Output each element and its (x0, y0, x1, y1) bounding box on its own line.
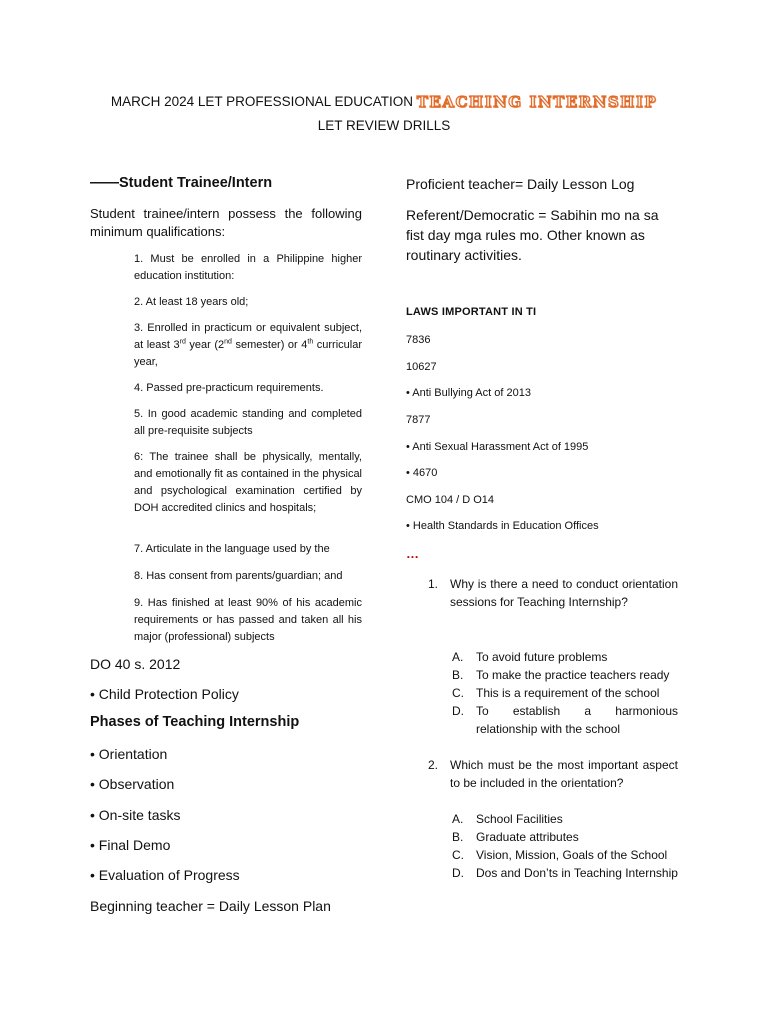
law-item: CMO 104 / D O14 (406, 494, 495, 506)
question-number: 2. (428, 758, 439, 772)
intro-paragraph: Student trainee/intern possess the following minimum qualifications: (90, 206, 362, 239)
phase-item: • Evaluation of Progress (90, 867, 240, 883)
child-protection-item: • Child Protection Policy (90, 686, 239, 702)
header-stylized-title: TEACHING INTERNSHIP (416, 93, 658, 111)
answer-option: A. To avoid future problems (452, 650, 608, 664)
beginning-teacher-line: Beginning teacher = Daily Lesson Plan (90, 898, 331, 914)
phase-item: • Orientation (90, 746, 168, 762)
qualification-item: 4. Passed pre-practicum requirements. (134, 382, 324, 394)
law-item: • Health Standards in Education Offices (406, 520, 599, 532)
qualification-item: 9. Has finished at least 90% of his academic requirements or has passed and taken all his major (professional) subjects (134, 597, 362, 643)
answer-option: C. Vision, Mission, Goals of the School (452, 848, 668, 862)
header-title: MARCH 2024 LET PROFESSIONAL EDUCATION (110, 94, 413, 109)
law-item: • Anti Sexual Harassment Act of 1995 (406, 441, 589, 453)
section-heading-student-trainee (90, 175, 362, 191)
do-line: DO 40 s. 2012 (90, 656, 181, 672)
law-item: 7836 (406, 334, 431, 346)
answer-option: C. This is a requirement of the school (452, 686, 660, 700)
section-dash: —— (90, 175, 119, 191)
answer-option: D. Dos and Don’ts in Teaching Internship (452, 866, 678, 880)
question-number: 1. (428, 577, 439, 591)
law-item: 10627 (406, 361, 437, 373)
answer-option: B. Graduate attributes (452, 830, 579, 844)
qualification-item: 6: The trainee shall be physically, mentally, and emotionally fit as contained in the physical and psychological examination certified by DOH accredited clinics and hospitals; (134, 451, 362, 514)
phase-item: • Observation (90, 776, 175, 792)
phase-item: • Final Demo (90, 837, 171, 853)
answer-option: D. To establish a harmonious relationship with the school (452, 704, 678, 736)
phase-item: • On-site tasks (90, 807, 181, 823)
law-item: 7877 (406, 414, 431, 426)
document-header (0, 92, 768, 136)
ellipsis-marker: … (406, 546, 420, 561)
question-text: Which must be the most important aspect to be included in the orientation? (450, 758, 678, 790)
qualification-item: 7. Articulate in the language used by the (134, 543, 330, 555)
phases-heading: Phases of Teaching Internship (90, 714, 300, 730)
referent-paragraph: Referent/Democratic = Sabihin mo na sa fist day mga rules mo. Other known as routinary activities. (406, 207, 659, 263)
section-title: Student Trainee/Intern (119, 175, 273, 191)
laws-heading: LAWS IMPORTANT IN TI (406, 306, 537, 318)
qualification-item: 2. At least 18 years old; (134, 296, 249, 308)
qualification-item: 1. Must be enrolled in a Philippine higher education institution: (134, 253, 362, 282)
question-text: Why is there a need to conduct orientation sessions for Teaching Internship? (450, 577, 678, 609)
header-subtitle: LET REVIEW DRILLS (317, 118, 451, 133)
answer-option: A. School Facilities (452, 812, 563, 826)
law-item: • Anti Bullying Act of 2013 (406, 387, 531, 399)
question-1 (428, 575, 678, 611)
qualification-item-3: 3. Enrolled in practicum or equivalent subject, at least 3rd year (2nd semester) or 4th curricular year, (134, 322, 362, 368)
qualification-item: 5. In good academic standing and completed all pre-requisite subjects (134, 408, 362, 437)
proficient-teacher-line: Proficient teacher= Daily Lesson Log (406, 176, 635, 192)
answer-option: B. To make the practice teachers ready (452, 668, 670, 682)
law-item: • 4670 (406, 467, 438, 479)
question-2 (428, 756, 678, 792)
qualification-item: 8. Has consent from parents/guardian; and (134, 570, 343, 582)
